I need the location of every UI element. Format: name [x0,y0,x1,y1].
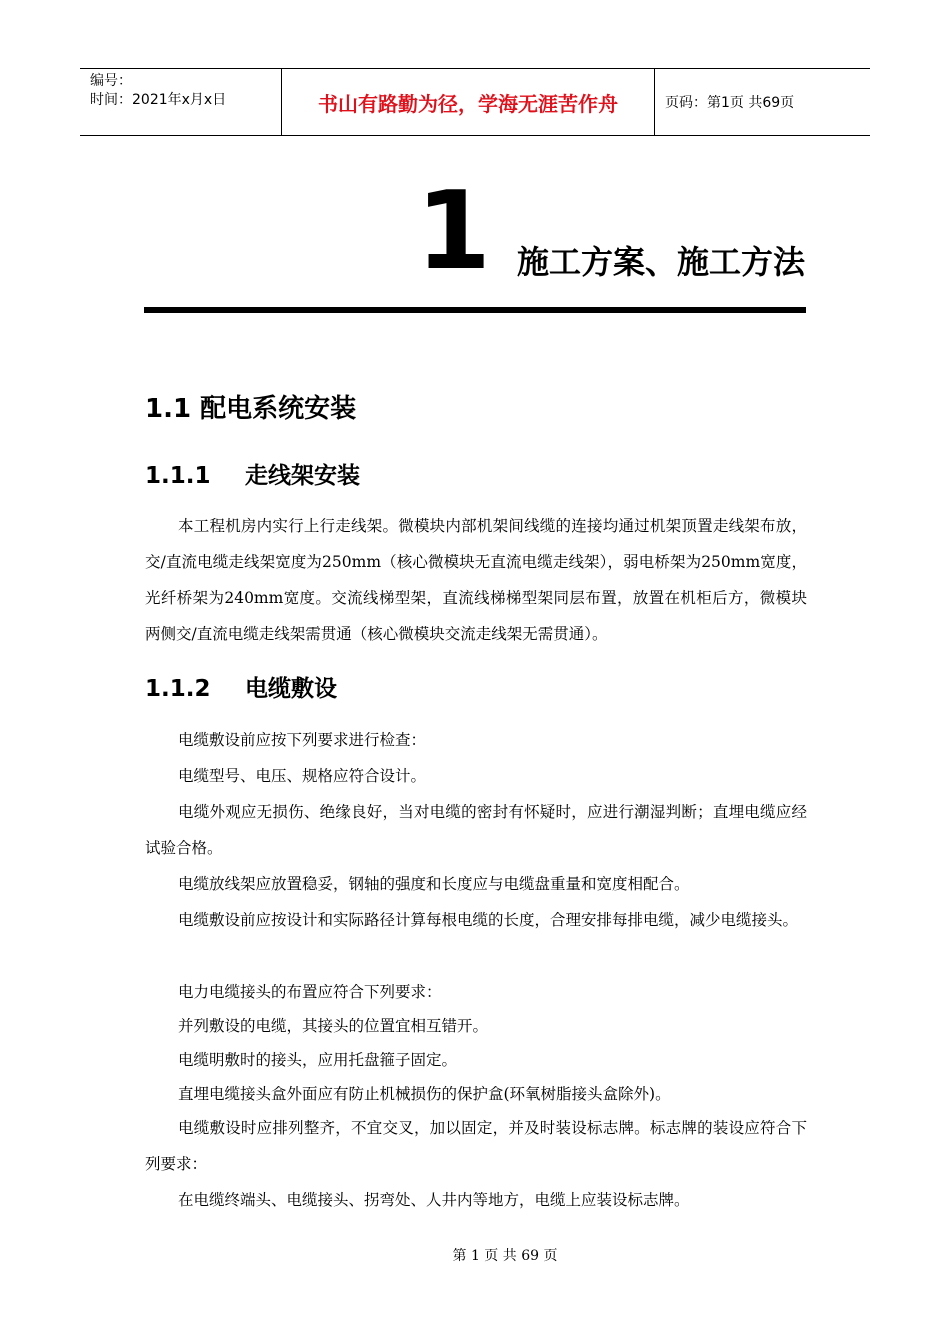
header-time-label: 时间：2021年x月x日 [90,92,227,108]
chapter-title: 施工方案、施工方法 [516,243,805,281]
paragraph: 电缆敷设时应排列整齐，不宜交叉，加以固定，并及时装设标志牌。标志牌的装设应符合下列要求： [145,1119,807,1173]
paragraph: 电力电缆接头的布置应符合下列要求： [178,983,442,1001]
section-number: 1.1.1 [145,463,211,489]
chapter-rule [144,307,806,313]
paragraph: 电缆敷设前应按设计和实际路径计算每根电缆的长度，合理安排每排电缆，减少电缆接头。 [178,911,799,929]
section-number: 1.1.2 [145,676,211,702]
header-table [80,68,870,136]
chapter-number: 1 [415,169,491,294]
section-heading-1-1-1 [145,457,360,490]
paragraph-cable-tray: 本工程机房内实行上行走线架。微模块内部机架间线缆的连接均通过机架顶置走线架布放，交/直流电缆走线架宽度为250mm（核心微模块无直流电缆走线架），弱电桥架为250mm宽度，光纤桥架为240mm宽度。交流线梯型架，直流线梯梯型架同层布置，放置在机柜后方，微模块两侧交/直流电缆走线架需贯通（核心微模块交流走线架无需贯通）。 [145,517,807,643]
section-title: 走线架安装 [245,463,360,489]
paragraph: 电缆型号、电压、规格应符合设计。 [178,767,427,785]
section-title: 电缆敷设 [245,676,337,702]
paragraph: 电缆敷设前应按下列要求进行检查： [178,731,427,749]
footer-page-number: 第 1 页 共 69 页 [452,1248,558,1264]
section-heading-1-1-2 [145,670,337,703]
section-heading-1-1: 1.1 配电系统安装 [145,394,357,424]
paragraph: 电缆明敷时的接头，应用托盘箍子固定。 [178,1051,458,1069]
paragraph: 并列敷设的电缆，其接头的位置宜相互错开。 [178,1017,489,1035]
paragraph: 在电缆终端头、电缆接头、拐弯处、人井内等地方，电缆上应装设标志牌。 [178,1191,690,1209]
chapter-heading [415,169,805,294]
paragraph: 电缆外观应无损伤、绝缘良好，当对电缆的密封有怀疑时，应进行潮湿判断；直埋电缆应经试验合格。 [145,803,807,857]
paragraph: 直埋电缆接头盒外面应有防止机械损伤的保护盒(环氧树脂接头盒除外)。 [178,1085,671,1103]
header-number-label: 编号： [90,73,132,89]
header-motto: 书山有路勤为径，学海无涯苦作舟 [282,69,655,135]
paragraph: 电缆放线架应放置稳妥，钢轴的强度和长度应与电缆盘重量和宽度相配合。 [178,875,690,893]
header-meta-cell [80,69,282,135]
header-page-label: 页码：第1页 共69页 [665,95,795,111]
